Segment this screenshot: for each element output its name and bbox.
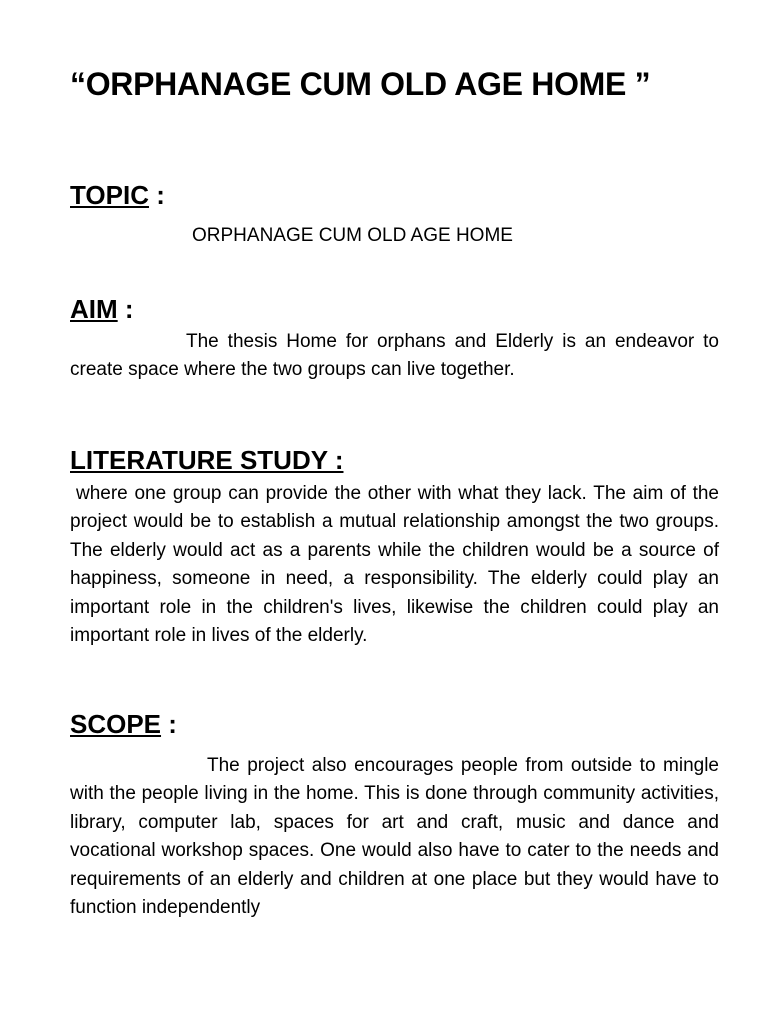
literature-study-heading: [70, 445, 343, 476]
topic-heading-label: TOPIC: [70, 180, 149, 210]
aim-heading: [70, 294, 134, 325]
literature-study-paragraph: [70, 480, 719, 650]
aim-text: The thesis Home for orphans and Elderly is an endeavor to create space where the two groups can live together.: [70, 331, 719, 381]
scope-heading-colon: :: [161, 709, 177, 739]
aim-heading-colon: :: [117, 294, 134, 324]
literature-study-text: where one group can provide the other with what they lack. The aim of the project would be to establish a mutual relationship amongst the two groups. The elderly would act as a parents while the children would be a source of happiness, someone in need, a responsibility. The elderly could play an important role in the children's lives, likewise the children could play an important role in lives of the elderly.: [70, 483, 719, 647]
topic-heading: [70, 180, 165, 211]
scope-text: The project also encourages people from outside to mingle with the people living in the home. This is done through community activities, library, computer lab, spaces for art and craft, music and dance and vocational workshop spaces. One would also have to cater to the needs and requirements of an elderly and children at one place but they would have to function independently: [70, 755, 719, 919]
aim-paragraph: [70, 328, 719, 385]
scope-heading-label: SCOPE: [70, 709, 162, 739]
topic-heading-colon: :: [148, 180, 165, 210]
document-title: “ORPHANAGE CUM OLD AGE HOME ”: [70, 66, 651, 102]
topic-text: ORPHANAGE CUM OLD AGE HOME: [192, 225, 513, 246]
scope-paragraph: [70, 752, 719, 922]
scope-heading: [70, 709, 177, 740]
literature-study-heading-label: LITERATURE STUDY :: [70, 445, 344, 475]
aim-heading-label: AIM: [70, 294, 118, 324]
